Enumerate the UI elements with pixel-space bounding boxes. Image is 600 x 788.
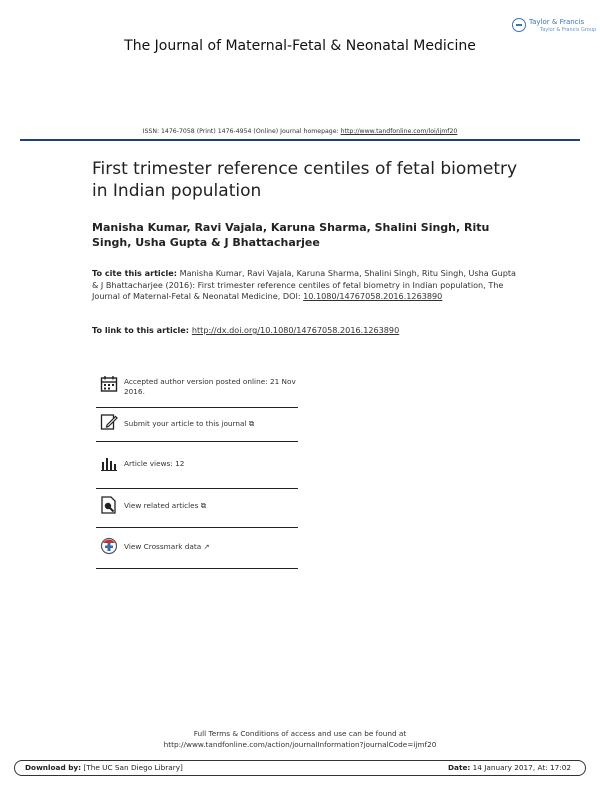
info-divider: [96, 568, 298, 569]
crossmark-icon: [100, 537, 118, 555]
terms-footer: [0, 728, 600, 750]
article-authors: Manisha Kumar, Ravi Vajala, Karuna Sharma, Shalini Singh, Ritu Singh, Usha Gupta & J Bhattacharjee: [92, 221, 490, 249]
publisher-logo-name: Taylor & Francis: [529, 18, 585, 26]
info-divider: [96, 527, 298, 528]
journal-homepage-link[interactable]: http://www.tandfonline.com/loi/ijmf20: [340, 128, 458, 135]
issn-line: [0, 128, 600, 135]
publisher-logo-icon: [512, 18, 526, 32]
submit-article-link[interactable]: Submit your article to this journal ⧉: [124, 419, 255, 428]
external-link-icon: ⧉: [248, 419, 255, 428]
download-date: Date: 14 January 2017, At: 17:02: [448, 763, 571, 772]
crossmark-link[interactable]: View Crossmark data ↗: [124, 542, 210, 551]
accepted-info-text: Accepted author version posted online: 21 Nov 2016.: [124, 377, 296, 396]
citation-text: Manisha Kumar, Ravi Vajala, Karuna Sharma, Shalini Singh, Ritu Singh, Usha Gupta & J Bhattacharjee (2016): First trimester reference centiles of fetal biometry in Indian population, The Journal of Maternal-Fetal & Neonatal Medicine, DOI:: [92, 268, 516, 301]
article-views-text: Article views: 12: [124, 459, 185, 468]
publisher-logo-subtitle: Taylor & Francis Group: [540, 27, 597, 33]
bar-chart-icon: [100, 454, 118, 472]
publisher-logo[interactable]: [512, 16, 597, 38]
article-doi-link[interactable]: http://dx.doi.org/10.1080/14767058.2016.1263890: [191, 325, 400, 335]
issn-text: ISSN: 1476-7058 (Print) 1476-4954 (Online) Journal homepage:: [142, 128, 341, 135]
downloaded-by: Download by: [The UC San Diego Library]: [25, 763, 183, 772]
journal-title: The Journal of Maternal-Fetal & Neonatal Medicine: [124, 38, 476, 54]
document-search-icon: [100, 496, 118, 514]
citation-doi-link[interactable]: 10.1080/14767058.2016.1263890: [303, 291, 443, 301]
article-link-line: [92, 325, 522, 336]
article-link-label: To link to this article:: [92, 325, 192, 335]
header-divider: [20, 139, 580, 141]
calendar-icon: [100, 375, 118, 393]
download-info-bar: [14, 760, 586, 776]
article-title: First trimester reference centiles of fetal biometry in Indian population: [92, 159, 518, 201]
external-link-icon: ⧉: [200, 501, 207, 510]
info-divider: [96, 407, 298, 408]
info-divider: [96, 441, 298, 442]
info-divider: [96, 488, 298, 489]
arrow-icon: ↗: [203, 542, 210, 551]
terms-url[interactable]: http://www.tandfonline.com/action/journalInformation?journalCode=ijmf20: [163, 740, 437, 749]
citation-label: To cite this article:: [92, 268, 178, 278]
terms-line: Full Terms & Conditions of access and use can be found at: [193, 729, 407, 738]
citation-block: [92, 268, 522, 303]
edit-icon: [100, 413, 118, 431]
related-articles-link[interactable]: View related articles ⧉: [124, 501, 207, 510]
